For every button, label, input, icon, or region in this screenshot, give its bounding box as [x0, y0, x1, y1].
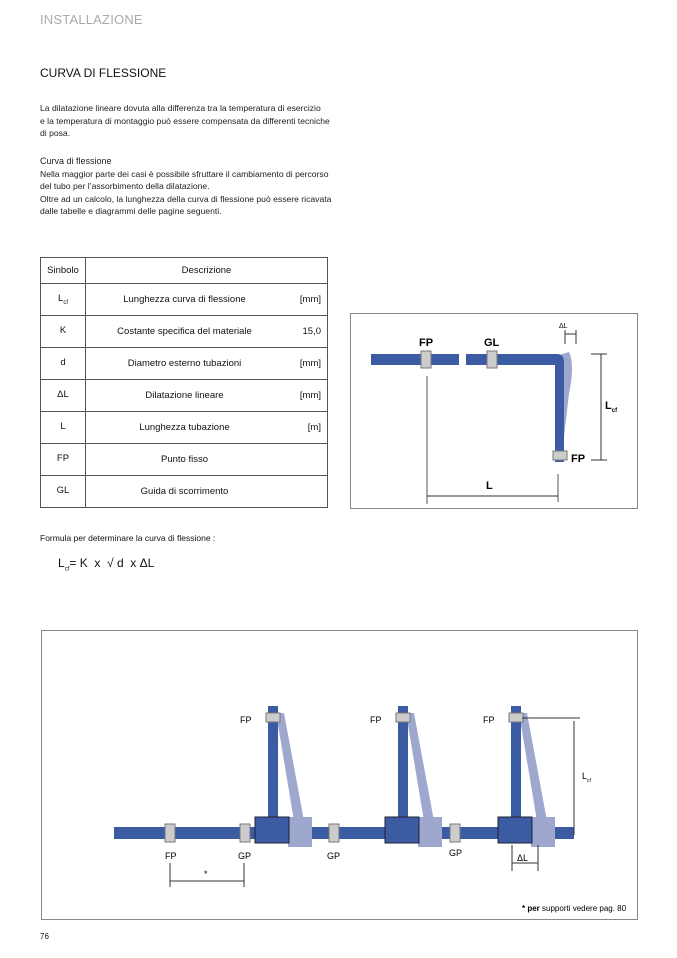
text-line: e la temperatura di montaggio può essere compensata da differenti tecniche [40, 115, 330, 126]
guide-clamp [487, 351, 497, 368]
table-row [41, 380, 328, 412]
symbol-cell: ΔL [41, 380, 86, 412]
description-cell: Diametro esterno tubazioni [86, 348, 284, 380]
l-label: L [486, 480, 493, 492]
table-row [41, 476, 328, 508]
unit-cell: [mm] [283, 348, 328, 380]
symbol-cell: FP [41, 444, 86, 476]
header-symbol: Sinbolo [41, 258, 86, 284]
fixed-point-clamp [421, 351, 431, 368]
deflected-tee-shadow [418, 817, 442, 847]
tee-fitting [255, 817, 289, 843]
delta-l-label: ΔL [517, 853, 529, 863]
branch-pipe [268, 706, 278, 821]
lcf-label: $L_{cf}$ [605, 400, 618, 414]
intro-paragraph [40, 102, 340, 140]
unit-cell: [mm] [283, 284, 328, 316]
symbol-cell: d [41, 348, 86, 380]
star-label: * [204, 869, 208, 879]
formula [58, 556, 154, 572]
lcf-label: $L_{cf}$ [582, 771, 591, 784]
fixed-point-clamp [266, 713, 280, 722]
deflection-shadow [406, 713, 434, 821]
description-cell: Guida di scorrimento [86, 476, 284, 508]
unit-cell [283, 444, 328, 476]
page-number: 76 [40, 932, 49, 941]
symbol-cell: K [41, 316, 86, 348]
pipe-segment [466, 354, 554, 365]
unit-cell: [m] [283, 412, 328, 444]
table-row [41, 284, 328, 316]
table-row [41, 412, 328, 444]
branch-pipe [398, 706, 408, 821]
tee-fitting [498, 817, 532, 843]
symbol-cell: GL [41, 476, 86, 508]
table-row [41, 348, 328, 380]
formula-lhs: L [58, 556, 65, 570]
subheading: Curva di flessione [40, 156, 112, 166]
delta-l-label: ΔL [559, 323, 568, 330]
bend-diagram [350, 313, 638, 509]
gp-label: GP [238, 851, 252, 861]
text-line: dalle tabelle e diagrammi delle pagine seguenti. [40, 206, 222, 216]
symbol-cell: L [41, 412, 86, 444]
deflected-tee-shadow [531, 817, 555, 847]
header-description: Descrizione [86, 258, 328, 284]
unit-cell [283, 476, 328, 508]
branch-pipe [511, 706, 521, 821]
fp-label: FP [571, 453, 586, 465]
text-line: di posa. [40, 128, 71, 138]
body-paragraph [40, 155, 340, 218]
unit-cell: [mm] [283, 380, 328, 412]
deflection-shadow [519, 713, 547, 821]
description-cell: Costante specifica del materiale [86, 316, 284, 348]
fixed-point-clamp [553, 451, 567, 460]
tee-fitting [385, 817, 419, 843]
table-row [41, 444, 328, 476]
description-cell: Dilatazione lineare [86, 380, 284, 412]
footnote: * per supporti vedere pag. 80 [522, 904, 627, 913]
symbol-cell: $L_{cf}$ [41, 284, 86, 316]
deflected-tee-shadow [288, 817, 312, 847]
branch-diagram-svg [42, 631, 637, 919]
deflection-shadow [276, 713, 304, 821]
fp-label: FP [370, 715, 382, 725]
formula-rhs: = K x √ d x ΔL [69, 556, 155, 570]
formula-label: Formula per determinare la curva di flessione : [40, 533, 216, 543]
pipe-elbow [551, 354, 564, 462]
text-line: Oltre ad un calcolo, la lunghezza della curva di flessione può essere ricavata [40, 193, 332, 204]
fixed-point-clamp [165, 824, 175, 842]
table-row [41, 316, 328, 348]
text-line: Nella maggior parte dei casi è possibile sfruttare il cambiamento di percorso [40, 168, 329, 179]
gp-label: GP [449, 848, 463, 858]
description-cell: Lunghezza curva di flessione [86, 284, 284, 316]
fp-label: FP [240, 715, 252, 725]
branch-diagram [41, 630, 638, 920]
symbols-table [40, 257, 328, 508]
description-cell: Lunghezza tubazione [86, 412, 284, 444]
fixed-point-clamp [396, 713, 410, 722]
fp-label: FP [165, 851, 177, 861]
section-header: INSTALLAZIONE [40, 12, 143, 27]
formula-lhs-sub: cf [64, 566, 70, 573]
text-line: La dilatazione lineare dovuta alla differenza tra la temperatura di esercizio [40, 103, 321, 113]
bend-diagram-svg [351, 314, 637, 508]
gl-label: GL [484, 337, 500, 349]
gp-label: GP [327, 851, 341, 861]
description-cell: Punto fisso [86, 444, 284, 476]
table-header-row [41, 258, 328, 284]
fp-label: FP [419, 337, 434, 349]
fixed-point-clamp [509, 713, 523, 722]
pipe-segment [371, 354, 459, 365]
text-line: del tubo per l’assorbimento della dilatazione. [40, 181, 210, 191]
fp-label: FP [483, 715, 495, 725]
unit-cell: 15,0 [283, 316, 328, 348]
page-title: CURVA DI FLESSIONE [40, 66, 167, 80]
guide-clamp [450, 824, 460, 842]
guide-clamp [329, 824, 339, 842]
guide-clamp [240, 824, 250, 842]
